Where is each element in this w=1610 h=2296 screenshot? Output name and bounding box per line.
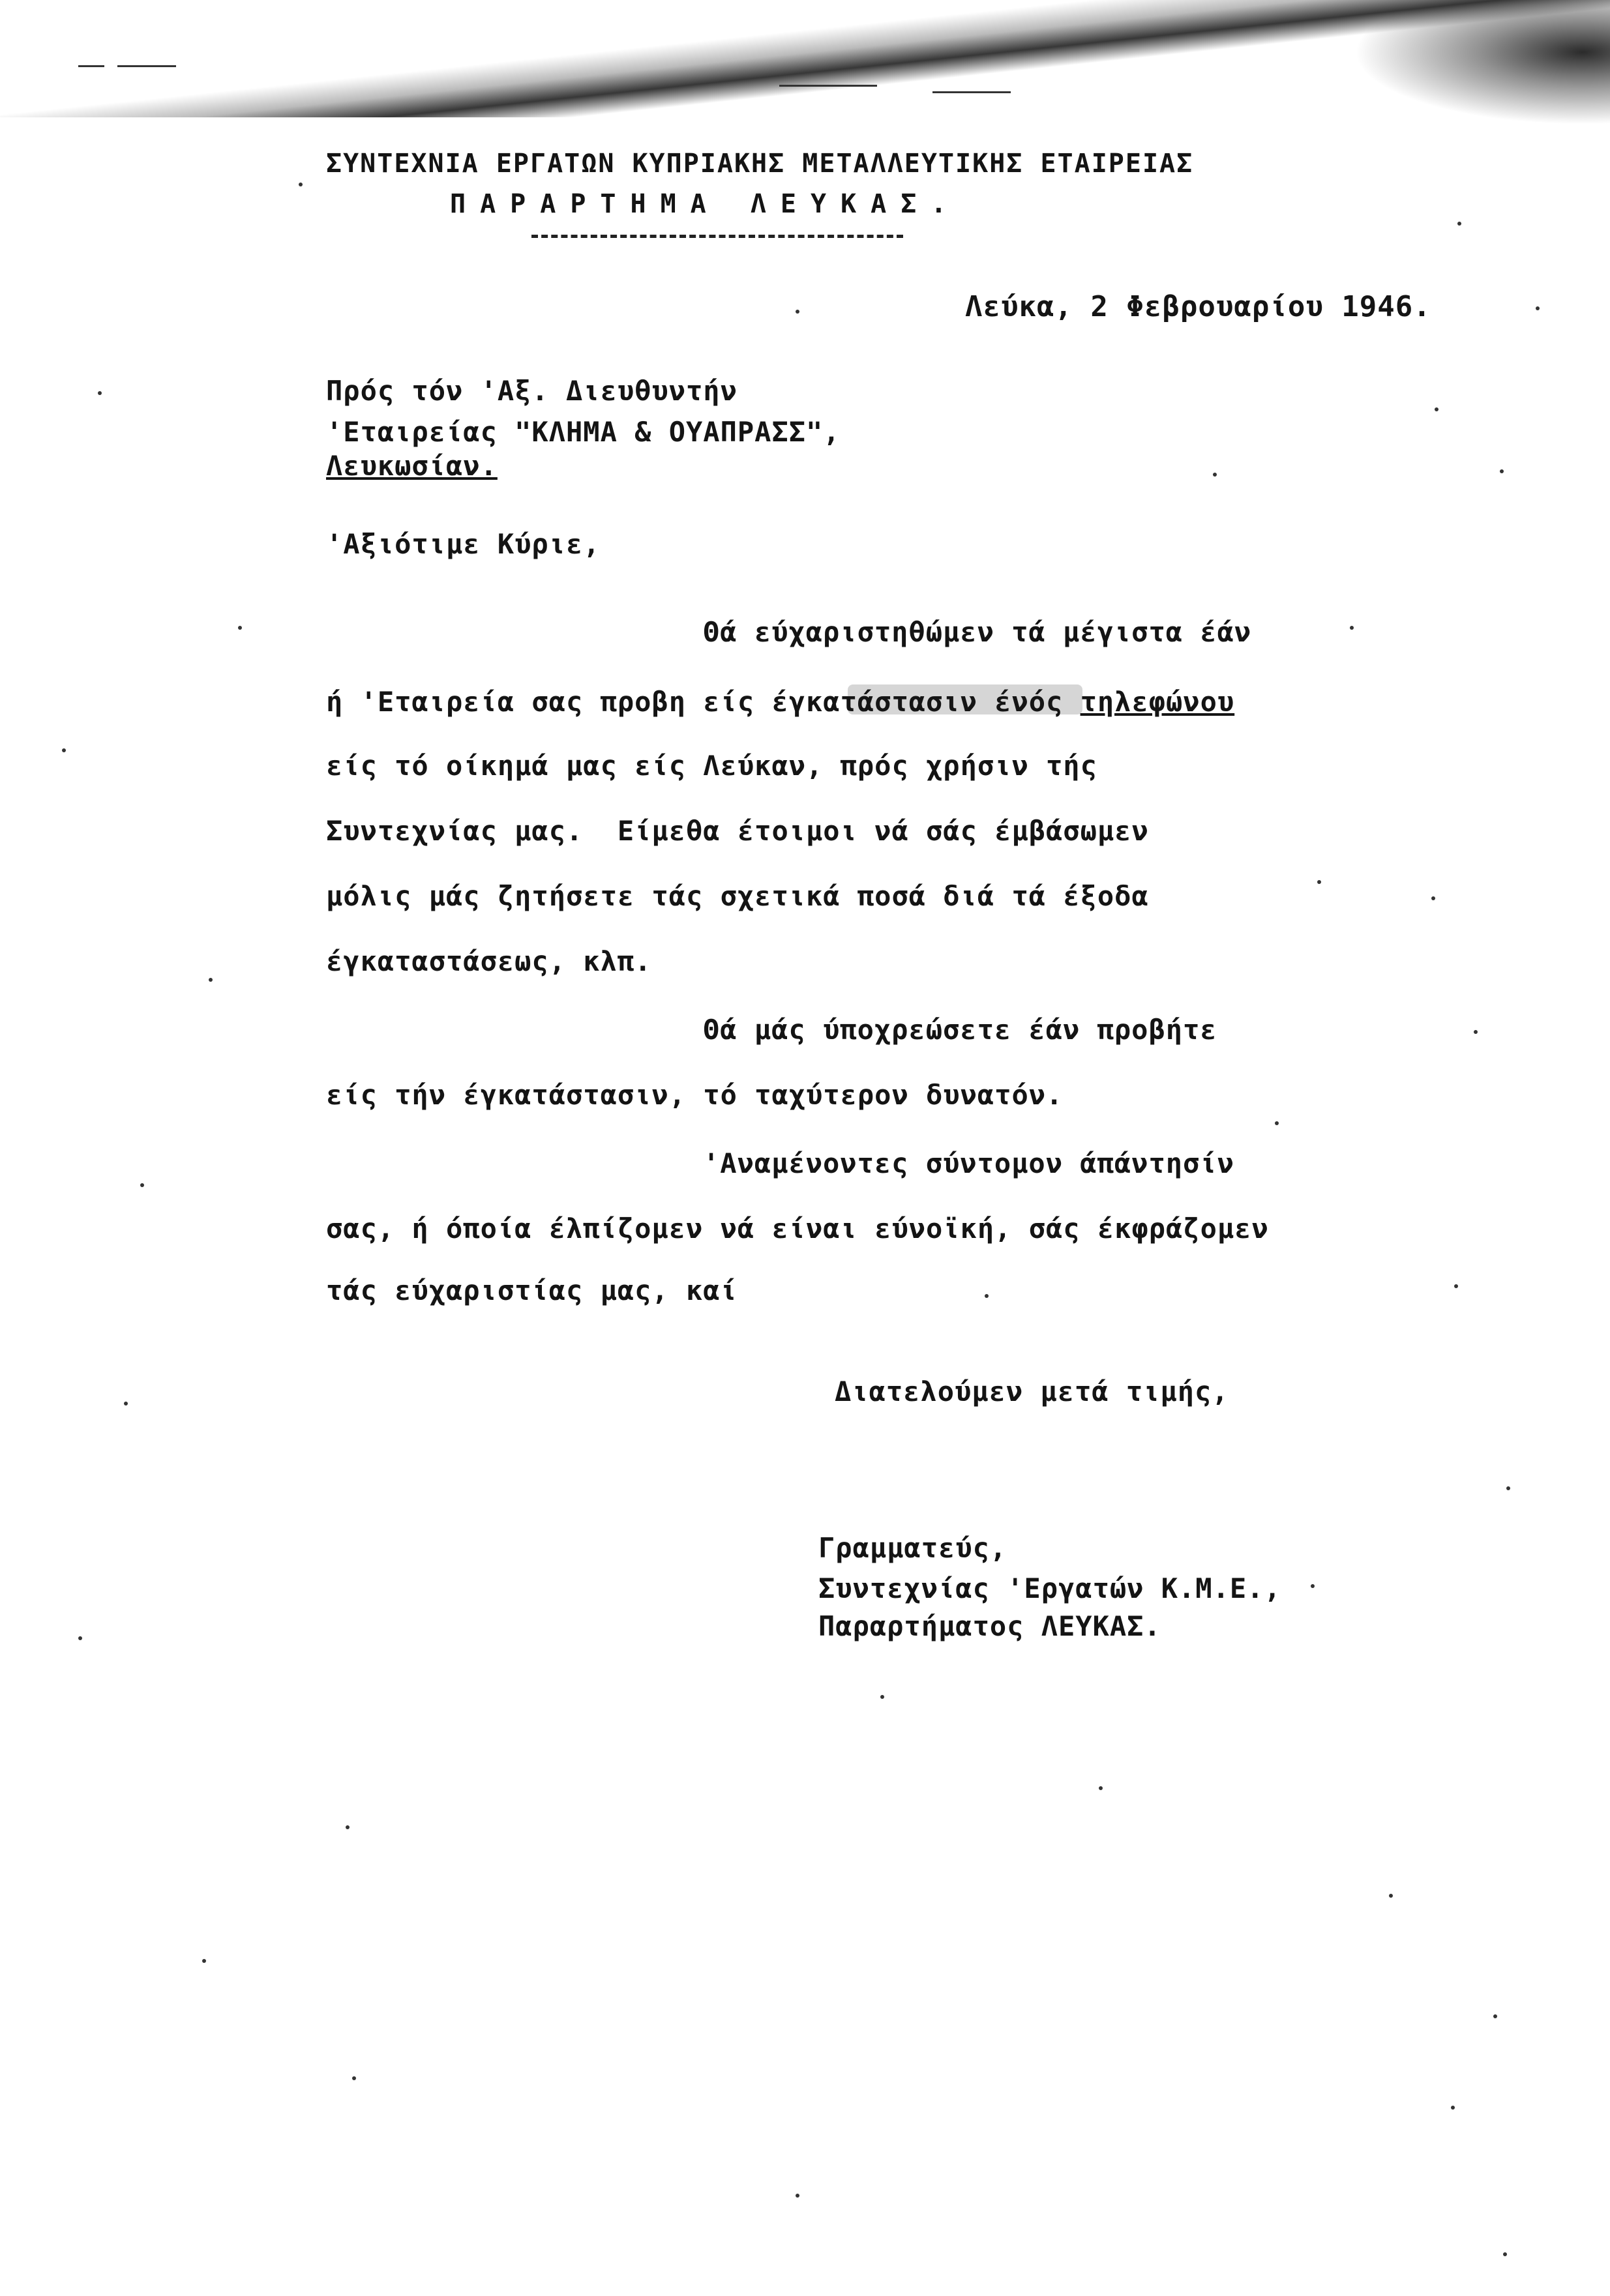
recipient-line-3: Λευκωσίαν. (326, 450, 498, 482)
scan-speck (98, 391, 102, 395)
body-p1-line-2 (326, 686, 1234, 718)
closing: Διατελούμεν μετά τιμής, (835, 1376, 1229, 1407)
scan-shadow (0, 0, 1610, 117)
body-p3-line-3: τάς εύχαριστίας μας, καί (326, 1274, 738, 1306)
body-p1-line-3: είς τό οίκημά μας είς Λεύκαν, πρός χρήσιν τής (326, 750, 1097, 782)
signature-line-1: Γραμματεύς, (818, 1532, 1007, 1564)
body-p1-line-6: έγκαταστάσεως, κλπ. (326, 945, 652, 977)
scan-speck (62, 748, 66, 752)
recipient-line-1: Πρός τόν 'Αξ. Διευθυντήν (326, 375, 738, 407)
scan-speck (1493, 2014, 1497, 2018)
scan-speck (202, 1959, 206, 1963)
scan-speck (1435, 407, 1439, 411)
scan-speck (1350, 626, 1354, 630)
scan-speck (932, 91, 1011, 93)
scan-speck (299, 183, 303, 186)
scan-speck (1099, 1786, 1103, 1790)
scan-speck (1275, 1121, 1279, 1125)
letterhead-rule (531, 235, 903, 238)
salutation: 'Αξιότιμε Κύριε, (326, 528, 601, 560)
scan-speck (985, 1294, 989, 1298)
body-p3-line-1: 'Αναμένοντες σύντομον άπάντησίν (703, 1147, 1234, 1179)
scan-speck (796, 310, 799, 314)
scan-speck (117, 65, 176, 67)
body-p2-line-2: είς τήν έγκατάστασιν, τό ταχύτερον δυνατόν. (326, 1079, 1064, 1111)
scan-speck (1457, 222, 1461, 226)
body-p1-line-2a: ή 'Εταιρεία σας προβη είς έγκατάστασιν ένός (326, 686, 1081, 718)
scan-speck (352, 2076, 356, 2080)
signature-line-3: Παραρτήματος ΛΕΥΚΑΣ. (818, 1610, 1161, 1642)
body-p1-line-5: μόλις μάς ζητήσετε τάς σχετικά ποσά διά τά έξοδα (326, 880, 1149, 912)
scan-speck (346, 1825, 350, 1829)
scan-speck (1503, 2252, 1507, 2256)
letter-date: Λεύκα, 2 Φεβρουαρίου 1946. (965, 290, 1431, 323)
letterhead-line-1: ΣΥΝΤΕΧΝΙΑ ΕΡΓΑΤΩΝ ΚΥΠΡΙΑΚΗΣ ΜΕΤΑΛΛΕΥΤΙΚΗΣ ΕΤΑΙΡΕΙΑΣ (326, 149, 1194, 179)
scan-speck (78, 1636, 82, 1640)
scan-speck (140, 1183, 144, 1187)
scan-speck (1536, 306, 1540, 310)
scan-speck (1500, 469, 1504, 473)
letterhead-line-2: ΠΑΡΑΡΤΗΜΑ ΛΕΥΚΑΣ. (450, 189, 961, 219)
signature-line-2: Συντεχνίας 'Εργατών Κ.Μ.Ε., (818, 1572, 1281, 1604)
scan-speck (1311, 1584, 1315, 1588)
scan-speck (1506, 1486, 1510, 1490)
scan-shadow-corner (1336, 0, 1610, 130)
scan-speck (880, 1695, 884, 1699)
scan-speck (209, 978, 213, 982)
body-p3-line-2: σας, ή όποία έλπίζομεν νά είναι εύνοϊκή, σάς έκφράζομεν (326, 1213, 1269, 1244)
scan-speck (78, 65, 104, 67)
underlined-word: τηλεφώνου (1080, 686, 1235, 718)
scan-speck (1317, 880, 1321, 884)
scan-speck (796, 2194, 799, 2198)
scan-speck (779, 85, 877, 87)
body-p1-line-1: Θά εύχαριστηθώμεν τά μέγιστα έάν (703, 616, 1252, 648)
body-p1-line-4: Συντεχνίας μας. Είμεθα έτοιμοι νά σάς έμβάσωμεν (326, 815, 1149, 847)
scan-speck (1389, 1894, 1393, 1898)
scan-speck (1213, 473, 1217, 477)
scan-speck (1451, 2106, 1455, 2110)
body-p2-line-1: Θά μάς ύποχρεώσετε έάν προβήτε (703, 1014, 1217, 1046)
scan-speck (1474, 1030, 1478, 1034)
scan-speck (1431, 896, 1435, 900)
scan-speck (238, 626, 242, 630)
recipient-line-2: 'Εταιρείας "ΚΛΗΜΑ & ΟΥΑΠΡΑΣΣ", (326, 416, 841, 448)
scan-speck (124, 1402, 128, 1406)
scan-speck (1454, 1284, 1458, 1288)
